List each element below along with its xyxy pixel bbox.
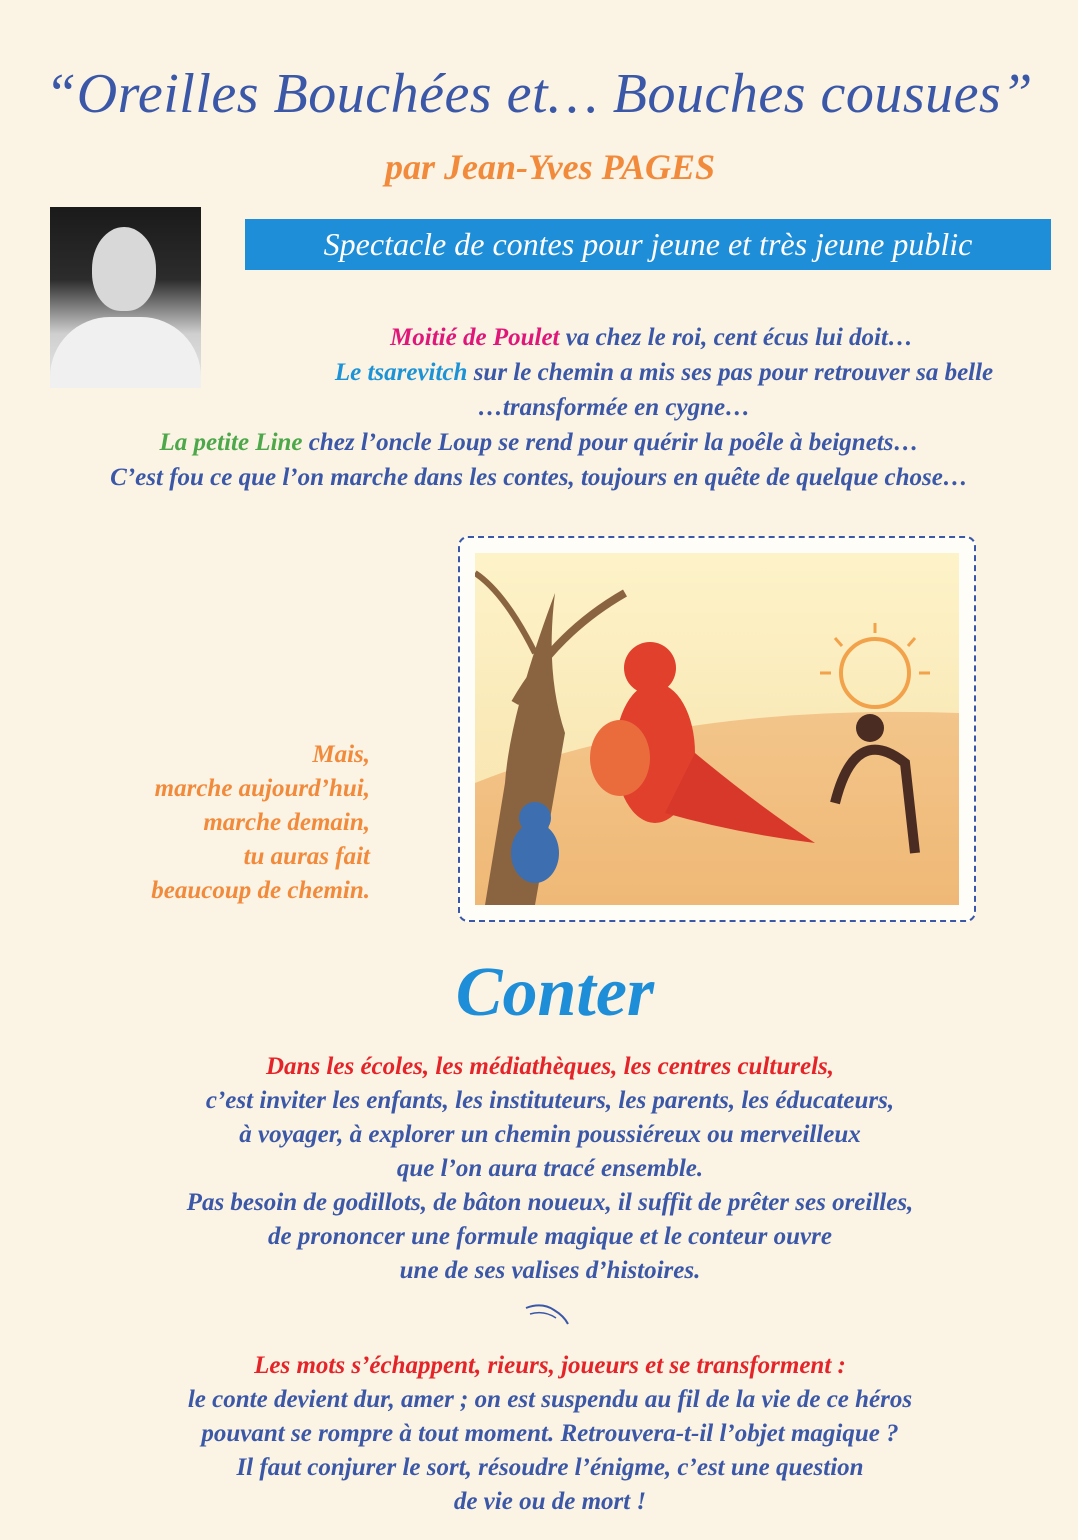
show-banner: Spectacle de contes pour jeune et très jeune public (245, 219, 1051, 270)
proverb-line: Mais, (312, 741, 370, 768)
tale-illustration (475, 553, 959, 905)
paragraph-lead: Les mots s’échappent, rieurs, joueurs et se transforment : (254, 1352, 846, 1379)
page-title: “Oreilles Bouchées et… Bouches cousues” (45, 63, 1033, 125)
paragraph-2 (0, 1349, 1078, 1519)
intro-line: C’est fou ce que l’on marche dans les contes, toujours en quête de quelque chose… (110, 464, 968, 491)
paragraph-line: à voyager, à explorer un chemin poussiéreux ou merveilleux (239, 1121, 861, 1148)
paragraph-1 (0, 1050, 1078, 1288)
section-heading: Conter (455, 954, 655, 1031)
flourish-ornament (522, 1300, 572, 1328)
paragraph-line: Pas besoin de godillots, de bâton noueux, il suffit de prêter ses oreilles, (186, 1189, 914, 1216)
intro-highlight: Le tsarevitch (334, 359, 468, 386)
intro-highlight: La petite Line (159, 429, 303, 456)
intro-text (0, 320, 1078, 495)
proverb-line: tu auras fait (243, 843, 370, 870)
intro-line: …transformée en cygne… (477, 394, 751, 421)
proverb-line: beaucoup de chemin. (151, 877, 370, 904)
paragraph-line: le conte devient dur, amer ; on est suspendu au fil de la vie de ce héros (187, 1386, 913, 1413)
paragraph-line: Il faut conjurer le sort, résoudre l’énigme, c’est une question (236, 1454, 864, 1481)
paragraph-line: de prononcer une formule magique et le conteur ouvre (268, 1223, 832, 1250)
paragraph-lead: Dans les écoles, les médiathèques, les centres culturels, (265, 1053, 835, 1080)
proverb (60, 738, 370, 908)
intro-line: chez l’oncle Loup se rend pour quérir la poêle à beignets… (302, 429, 919, 456)
proverb-line: marche demain, (203, 809, 370, 836)
paragraph-line: une de ses valises d’histoires. (399, 1257, 701, 1284)
paragraph-line: que l’on aura tracé ensemble. (396, 1155, 704, 1182)
proverb-line: marche aujourd’hui, (154, 775, 370, 802)
author-byline: par Jean-Yves PAGES (384, 147, 715, 187)
paragraph-line: c’est inviter les enfants, les instituteurs, les parents, les éducateurs, (205, 1087, 895, 1114)
intro-highlight: Moitié de Poulet (390, 324, 560, 351)
illustration-stamp (458, 536, 976, 922)
paragraph-line: de vie ou de mort ! (453, 1488, 647, 1515)
paragraph-line: pouvant se rompre à tout moment. Retrouvera-t-il l’objet magique ? (201, 1420, 899, 1447)
intro-line: sur le chemin a mis ses pas pour retrouver sa belle (467, 359, 994, 386)
intro-line: va chez le roi, cent écus lui doit… (559, 324, 913, 351)
